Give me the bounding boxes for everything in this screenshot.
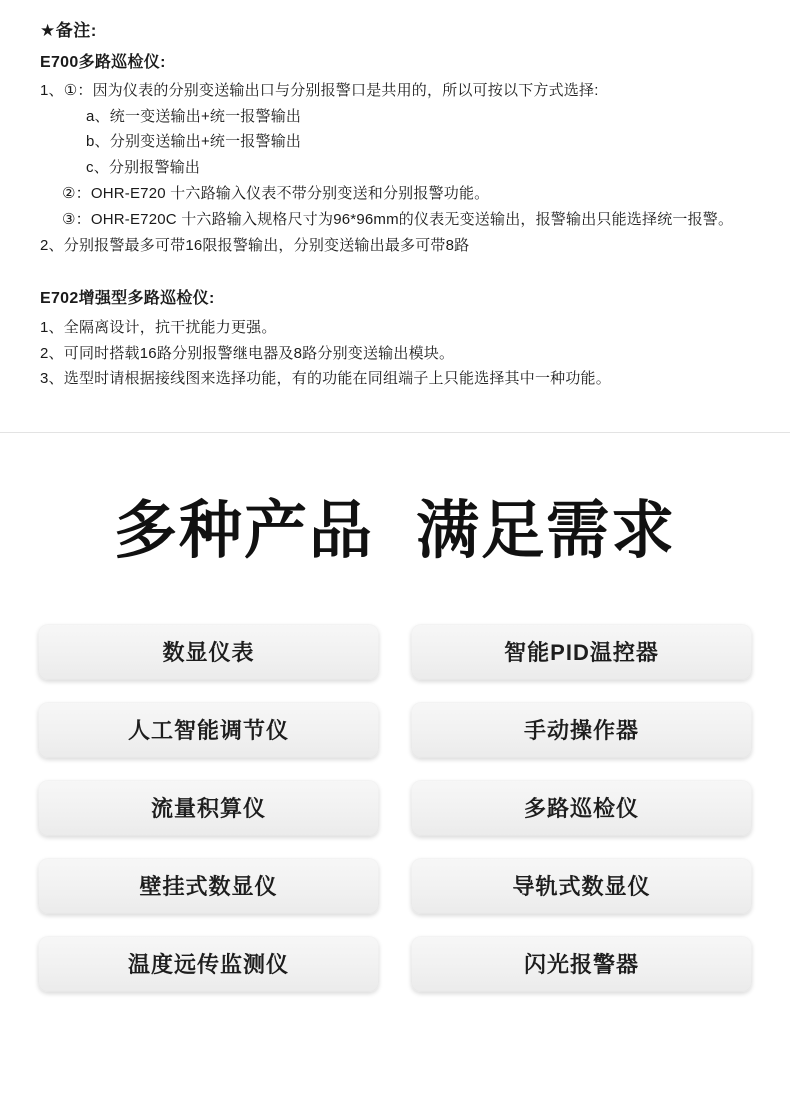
notes-section [0, 0, 790, 433]
notes-group-heading-e700: E700多路巡检仪: [40, 53, 166, 71]
note-line: 1、全隔离设计，抗干扰能力更强。 [40, 318, 277, 336]
notes-title: ★备注: [40, 21, 97, 40]
note-line: 2、分别报警最多可带16限报警输出，分别变送输出最多可带8路 [40, 236, 470, 254]
headline-left: 多种产品 [114, 496, 374, 567]
notes-group-heading-e702: E702增强型多路巡检仪: [40, 290, 215, 308]
note-line: a、统一变送输出+统一报警输出 [86, 107, 302, 125]
product-card-duolu-xunjianyi[interactable]: 多路巡检仪 [411, 780, 752, 836]
headline-right: 满足需求 [416, 496, 676, 567]
product-card-shoudong-caozuoqi[interactable]: 手动操作器 [411, 702, 752, 758]
product-card-wendu-yuanchuan-jiancheyi[interactable]: 温度远传监测仪 [38, 936, 379, 992]
notes-spacer [40, 258, 750, 284]
notes-spacer [40, 392, 750, 406]
note-line: 2、可同时搭载16路分别报警继电器及8路分别变送输出模块。 [40, 344, 455, 362]
note-line: ②：OHR-E720 十六路输入仪表不带分别变送和分别报警功能。 [62, 185, 490, 203]
note-line: 3、选型时请根据接线图来选择功能，有的功能在同组端子上只能选择其中一种功能。 [40, 370, 611, 388]
product-grid [0, 608, 790, 1052]
product-card-shuxianyibiao[interactable]: 数显仪表 [38, 624, 379, 680]
note-line: b、分别变送输出+统一报警输出 [86, 133, 302, 151]
product-card-liuliang-jisuanyi[interactable]: 流量积算仪 [38, 780, 379, 836]
product-card-biguashi-shuxianyi[interactable]: 壁挂式数显仪 [38, 858, 379, 914]
note-line: 1、①：因为仪表的分别变送输出口与分别报警口是共用的，所以可按以下方式选择: [40, 81, 599, 99]
product-card-pid-wenkongqi[interactable]: 智能PID温控器 [411, 624, 752, 680]
page-title [114, 495, 676, 567]
banner-section [0, 433, 790, 607]
note-line: c、分别报警输出 [86, 159, 201, 177]
product-card-daoguishi-shuxianyi[interactable]: 导轨式数显仪 [411, 858, 752, 914]
product-card-shanguang-baojingqi[interactable]: 闪光报警器 [411, 936, 752, 992]
product-card-rengong-zhineng-tiaojieyi[interactable]: 人工智能调节仪 [38, 702, 379, 758]
note-line: ③：OHR-E720C 十六路输入规格尺寸为96*96mm的仪表无变送输出，报警输出只能选择统一报警。 [62, 210, 734, 228]
